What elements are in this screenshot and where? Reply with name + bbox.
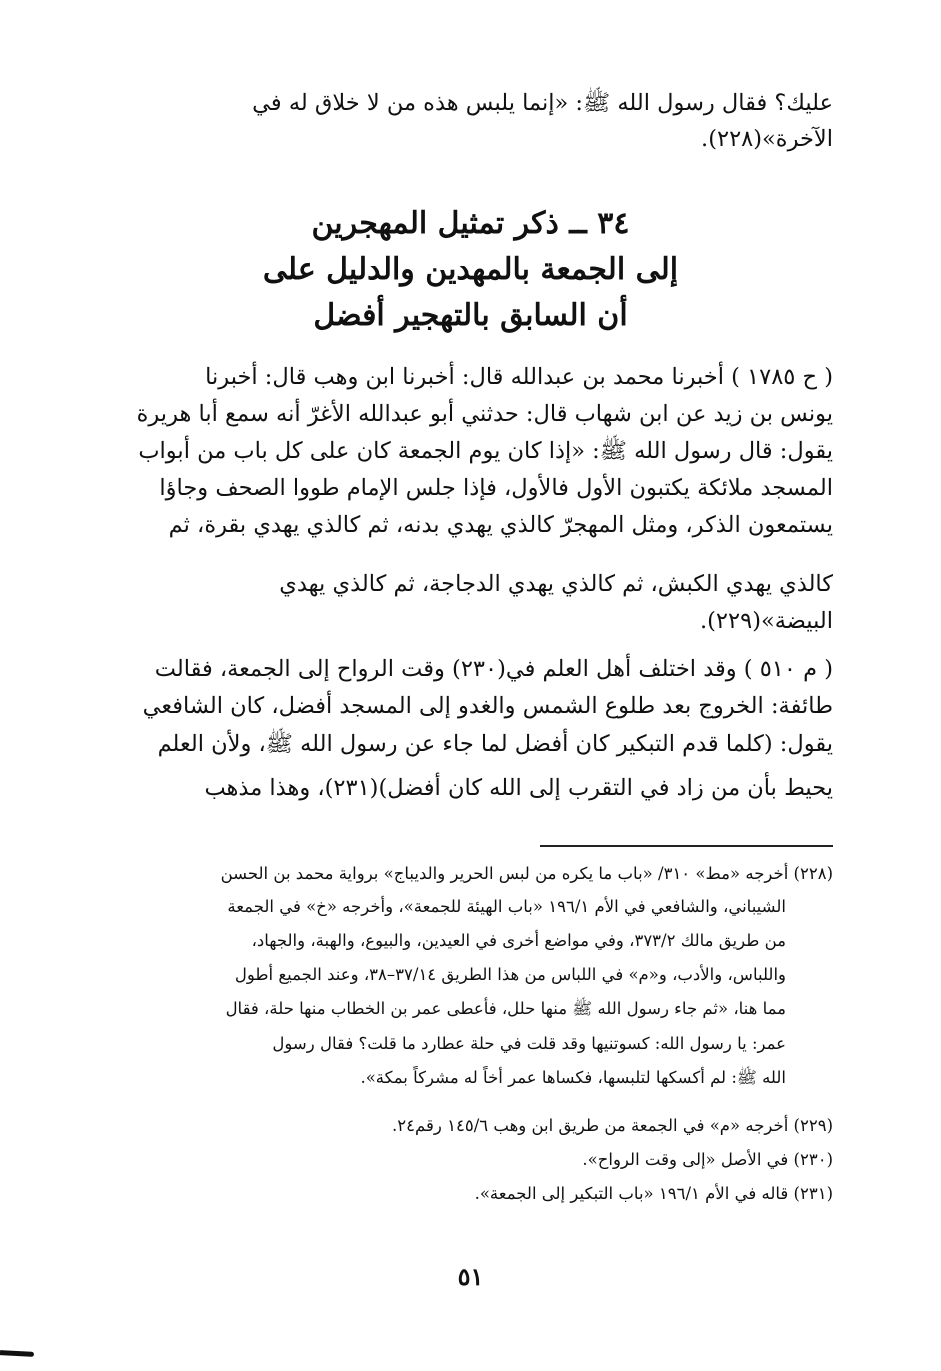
footnote-228-line-6: عمر: يا رسول الله: كسوتنيها وقد قلت في حلة عطارد ما قلت؟ فقال رسول [272, 1034, 786, 1053]
hadith-para-line-3: يقول: قال رسول الله ﷺ: «إذا كان يوم الجمعة كان على كل باب من أبواب [138, 438, 833, 464]
hadith-para-line-2: يونس بن زيد عن ابن شهاب قال: حدثني أبو عبدالله الأغرّ أنه سمع أبا هريرة [136, 401, 833, 427]
intro-line-1: عليك؟ فقال رسول الله ﷺ: «إنما يلبس هذه من لا خلاق له في [252, 90, 833, 116]
hadith-para-line-5: يستمعون الذكر، ومثل المهجرّ كالذي يهدي بدنه، ثم كالذي يهدي بقرة، ثم [168, 512, 833, 538]
hadith-para-line-7: البيضة»(٢٢٩). [699, 608, 833, 634]
footnote-228-line-3: من طريق مالك ٣٧٣/٢، وفي مواضع أخرى في العيدين، والبيوع، والهبة، والجهاد، [251, 931, 786, 950]
footnote-228-line-5: مما هنا، «ثم جاء رسول الله ﷺ منها حلل، فأعطى عمر بن الخطاب منها حلة، فقال [225, 999, 786, 1018]
footnote-separator [540, 845, 833, 847]
masala-para-line-2: طائفة: الخروج بعد طلوع الشمس والغدو إلى المسجد أفضل، كان الشافعي [142, 693, 833, 719]
chapter-heading-line-1: ٣٤ ــ ذكر تمثيل المهجرين [311, 206, 630, 241]
masala-para-line-4: يحيط بأن من زاد في التقرب إلى الله كان أفضل)(٢٣١)، وهذا مذهب [204, 775, 833, 801]
footnote-228-line-7: الله ﷺ: لم أكسكها لتلبسها، فكساها عمر أخاً له مشركاً بمكة». [360, 1068, 786, 1087]
footnote-231: (٢٣١) قاله في الأم ١٩٦/١ «باب التبكير إلى الجمعة». [474, 1184, 833, 1203]
chapter-heading-line-2: إلى الجمعة بالمهدين والدليل على [262, 252, 679, 287]
chapter-heading-line-3: أن السابق بالتهجير أفضل [313, 298, 628, 333]
footnote-228-line-1: (٢٢٨) أخرجه «مط» ٣١٠/ «باب ما يكره من لبس الحرير والديباج» برواية محمد بن الحسن [220, 864, 833, 883]
scan-mark [0, 1350, 34, 1357]
footnote-228-line-4: واللباس، والأدب، و«م» في اللباس من هذا الطريق ٣٧/١٤–٣٨، وعند الجميع أطول [234, 965, 786, 984]
footnote-228-line-2: الشيباني، والشافعي في الأم ١٩٦/١ «باب الهيئة للجمعة»، وأخرجه «خ» في الجمعة [227, 897, 786, 916]
page-number: ٥١ [457, 1262, 484, 1291]
footnote-230: (٢٣٠) في الأصل «إلى وقت الرواح». [582, 1150, 833, 1169]
masala-para-line-1: ( م ٥١٠ ) وقد اختلف أهل العلم في(٢٣٠) وقت الرواح إلى الجمعة، فقالت [154, 656, 833, 682]
masala-para-line-3: يقول: (كلما قدم التبكير كان أفضل لما جاء عن رسول الله ﷺ، ولأن العلم [157, 731, 833, 757]
footnote-229: (٢٢٩) أخرجه «م» في الجمعة من طريق ابن وهب ١٤٥/٦ رقم٢٤. [392, 1116, 833, 1135]
hadith-para-line-6: كالذي يهدي الكبش، ثم كالذي يهدي الدجاجة، ثم كالذي يهدي [279, 571, 833, 597]
hadith-para-line-4: المسجد ملائكة يكتبون الأول فالأول، فإذا جلس الإمام طووا الصحف وجاؤا [159, 475, 833, 501]
hadith-para-line-1: ( ح ١٧٨٥ ) أخبرنا محمد بن عبدالله قال: أخبرنا ابن وهب قال: أخبرنا [205, 364, 833, 390]
intro-line-2: الآخرة»(٢٢٨). [701, 126, 833, 152]
